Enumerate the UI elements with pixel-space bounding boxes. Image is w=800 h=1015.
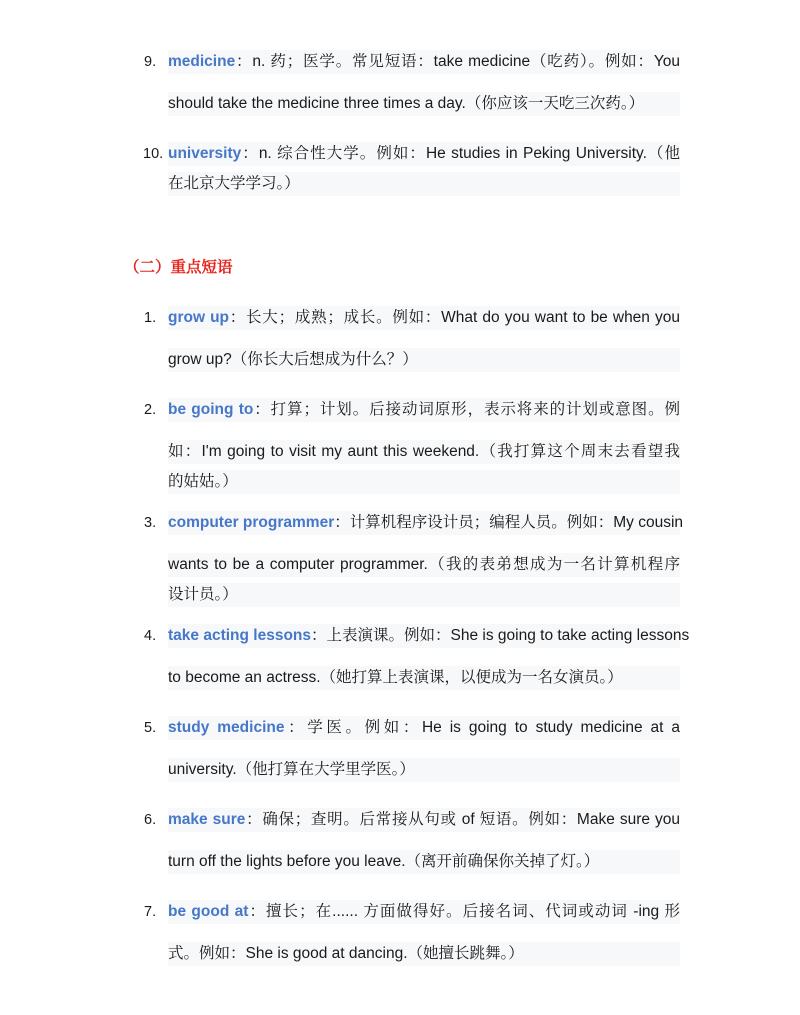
definition-text: ：上表演课。例如：She is going to take acting lessons <box>311 627 690 644</box>
definition-line: 的姑姑。） <box>168 470 680 494</box>
definition-text: ：擅长；在...... 方面做得好。后接名词、代词或动词 -ing 形 <box>248 903 680 920</box>
definition-line: 如：I'm going to visit my aunt this weekend.（我打算这个周末去看望我 <box>168 440 680 464</box>
definition-line: wants to be a computer programmer.（我的表弟想成为一名计算机程序 <box>168 553 680 577</box>
definition-line: 式。例如：She is good at dancing.（她擅长跳舞。） <box>168 942 680 966</box>
definition-text: ：n. 药；医学。常见短语：take medicine（吃药）。例如：You <box>235 53 680 70</box>
definition-line: should take the medicine three times a day.（你应该一天吃三次药。） <box>168 92 680 116</box>
definition-text: ：确保；查明。后常接从句或 of 短语。例如：Make sure you <box>245 811 680 828</box>
definition-text: ：长大；成熟；成长。例如：What do you want to be when you <box>229 309 680 326</box>
definition-line: grow up?（你长大后想成为什么？） <box>168 348 680 372</box>
phrase-term: grow up <box>168 309 230 326</box>
item-number: 6. <box>144 812 157 828</box>
definition-line <box>168 306 680 330</box>
phrase-term: study medicine <box>168 719 285 736</box>
definition-line <box>168 716 680 740</box>
definition-text: ：学医。例如：He is going to study medicine at a <box>284 719 680 736</box>
definition-line: turn off the lights before you leave.（离开前确保你关掉了灯。） <box>168 850 680 874</box>
definition-line: 在北京大学学习。） <box>168 172 680 196</box>
item-number: 5. <box>144 720 157 736</box>
definition-line <box>168 50 680 74</box>
definition-text: ：n. 综合性大学。例如：He studies in Peking University.（他 <box>241 145 680 162</box>
phrase-term: make sure <box>168 811 246 828</box>
item-number: 2. <box>144 402 157 418</box>
definition-line: 设计员。） <box>168 583 680 607</box>
item-number: 10. <box>143 146 164 162</box>
phrase-term: be good at <box>168 903 249 920</box>
definition-text: ：计算机程序设计员；编程人员。例如：My cousin <box>334 514 684 531</box>
item-number: 4. <box>144 628 157 644</box>
vocab-term: medicine <box>168 53 236 70</box>
definition-line <box>168 511 684 535</box>
item-number: 7. <box>144 904 157 920</box>
item-number: 9. <box>144 54 157 70</box>
item-number: 1. <box>144 310 157 326</box>
vocab-term: university <box>168 145 242 162</box>
definition-line: to become an actress.（她打算上表演课，以便成为一名女演员。） <box>168 666 680 690</box>
phrase-term: take acting lessons <box>168 627 312 644</box>
definition-line <box>168 142 680 166</box>
definition-line <box>168 808 680 832</box>
definition-line <box>168 900 680 924</box>
section-title: （二）重点短语 <box>124 259 233 276</box>
phrase-term: computer programmer <box>168 514 335 531</box>
definition-line: university.（他打算在大学里学医。） <box>168 758 680 782</box>
definition-line <box>168 398 680 422</box>
phrase-term: be going to <box>168 401 254 418</box>
definition-line <box>168 624 690 648</box>
definition-text: ：打算；计划。后接动词原形，表示将来的计划或意图。例 <box>253 401 680 418</box>
item-number: 3. <box>144 515 157 531</box>
